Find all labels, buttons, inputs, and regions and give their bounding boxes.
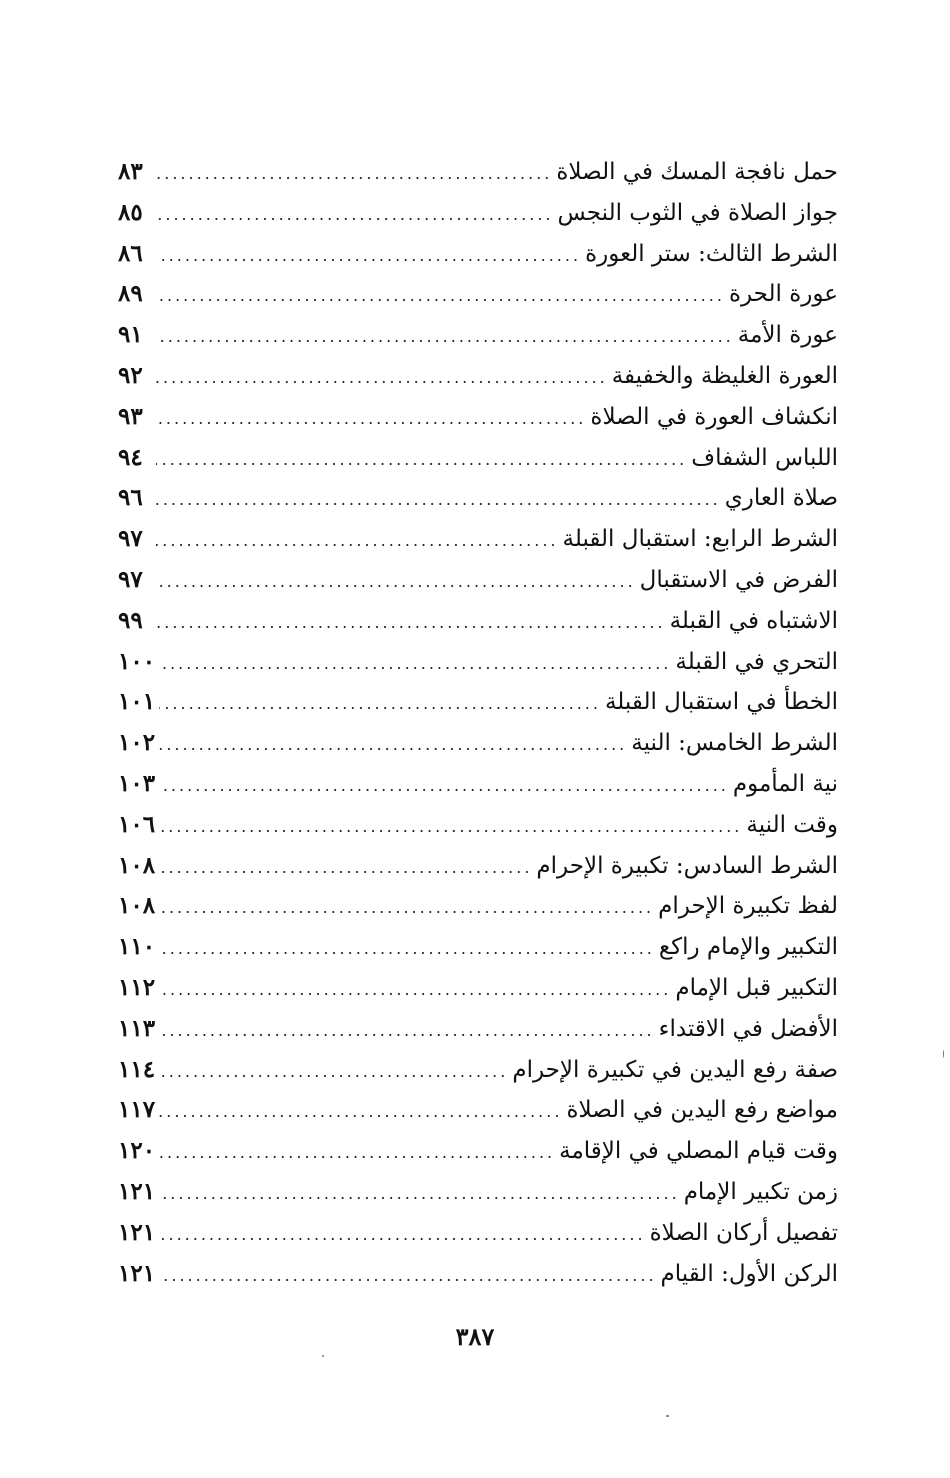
toc-entry-title: الشرط السادس: تكبيرة الإحرام [536,852,838,879]
toc-entry-title: التكبير قبل الإمام [675,974,838,1001]
table-of-contents [118,152,838,1294]
toc-entry-title: العورة الغليظة والخفيفة [611,362,838,389]
toc-entry-page: ١١٧ [118,1096,156,1124]
toc-leader-dots [156,480,721,521]
toc-leader-dots [159,1133,555,1174]
toc-entry-title: الشرط الخامس: النية [631,730,838,757]
toc-entry-page: ٨٥ [118,198,143,226]
toc-leader-dots [159,1092,562,1133]
toc-leader-dots [156,276,725,317]
toc-entry-title: انكشاف العورة في الصلاة [590,403,838,430]
toc-leader-dots [159,888,654,929]
toc-entry-page: ١٠١ [118,688,156,716]
toc-entry [118,438,838,479]
toc-entry [118,1172,838,1213]
toc-leader-dots [156,317,734,358]
toc-entry-title: عورة الأمة [737,322,838,349]
toc-entry [118,805,838,846]
toc-entry-page: ٩١ [118,321,143,349]
toc-entry [118,642,838,683]
toc-entry-page: ١١٠ [118,933,156,961]
toc-entry-page: ٩٤ [118,443,143,471]
toc-entry-page: ١٢١ [118,1218,156,1246]
toc-entry [118,1213,838,1254]
toc-entry [118,519,838,560]
toc-entry-title: الركن الأول: القيام [660,1260,838,1287]
scan-speck [666,1415,669,1417]
toc-leader-dots [159,1052,508,1093]
toc-leader-dots [159,725,627,766]
toc-entry-page: ١٢٠ [118,1137,156,1165]
toc-entry-title: التحري في القبلة [675,648,838,675]
toc-entry [118,356,838,397]
toc-leader-dots [159,848,532,889]
toc-entry-page: ١٠٨ [118,892,156,920]
toc-entry [118,560,838,601]
toc-entry [118,764,838,805]
toc-entry-page: ١٠٦ [118,810,156,838]
toc-leader-dots [159,1256,656,1297]
toc-entry-title: الشرط الرابع: استقبال القبلة [562,526,838,553]
toc-leader-dots [159,970,671,1011]
toc-entry [118,193,838,234]
scan-speck [943,1050,944,1058]
toc-leader-dots [159,1174,680,1215]
toc-entry-title: نية المأموم [732,770,838,797]
toc-leader-dots [159,929,655,970]
toc-entry-page: ١٠٨ [118,851,156,879]
toc-leader-dots [156,195,553,236]
toc-entry [118,478,838,519]
toc-entry [118,1254,838,1295]
toc-leader-dots [159,766,729,807]
toc-entry-title: تفصيل أركان الصلاة [649,1219,838,1246]
toc-leader-dots [159,1215,646,1256]
toc-entry-page: ٩٣ [118,402,143,430]
toc-entry-page: ٨٦ [118,239,143,267]
toc-entry [118,886,838,927]
toc-entry-page: ١١٤ [118,1055,156,1083]
toc-leader-dots [159,644,671,685]
toc-entry [118,397,838,438]
toc-entry-page: ١٠٠ [118,647,156,675]
toc-entry [118,927,838,968]
toc-entry [118,315,838,356]
toc-entry-page: ١١٢ [118,973,156,1001]
toc-entry-page: ٩٩ [118,606,143,634]
toc-entry-page: ١٠٣ [118,769,156,797]
toc-leader-dots [156,358,608,399]
toc-entry-title: الخطأ في استقبال القبلة [604,689,838,716]
toc-entry-title: الاشتباه في القبلة [669,607,838,634]
toc-entry [118,846,838,887]
toc-leader-dots [156,236,581,277]
toc-entry-title: اللباس الشفاف [691,444,838,471]
toc-entry-title: صلاة العاري [724,485,838,512]
toc-leader-dots [159,807,742,848]
toc-leader-dots [159,1011,655,1052]
toc-entry [118,1050,838,1091]
toc-leader-dots [156,440,687,481]
toc-entry-title: صفة رفع اليدين في تكبيرة الإحرام [512,1056,838,1083]
toc-entry [118,723,838,764]
toc-entry [118,1090,838,1131]
toc-entry-title: حمل نافجة المسك في الصلاة [556,159,838,185]
toc-leader-dots [156,521,559,562]
toc-entry-title: جواز الصلاة في الثوب النجس [557,199,838,226]
toc-entry [118,1009,838,1050]
toc-leader-dots [156,562,636,603]
toc-entry-page: ١٢١ [118,1177,156,1205]
toc-entry-title: لفظ تكبيرة الإحرام [658,893,838,920]
toc-entry [118,968,838,1009]
toc-entry-title: عورة الحرة [728,281,838,308]
toc-entry-page: ٩٦ [118,484,143,512]
toc-entry-page: ٩٧ [118,565,143,593]
toc-entry-page: ١٠٢ [118,729,156,757]
toc-entry-page: ٩٧ [118,525,143,553]
toc-entry-page: ٨٩ [118,280,143,308]
toc-entry [118,234,838,275]
toc-entry-page: ١١٣ [118,1014,156,1042]
toc-entry-title: وقت النية [746,811,838,838]
toc-leader-dots [156,399,586,440]
scan-speck [322,1355,324,1357]
toc-leader-dots [156,154,552,195]
toc-leader-dots [156,603,666,644]
toc-entry [118,682,838,723]
toc-entry-title: الأفضل في الاقتداء [658,1015,838,1042]
toc-entry-title: زمن تكبير الإمام [683,1178,838,1205]
toc-entry-page: ١٢١ [118,1259,156,1287]
toc-entry-page: ٩٢ [118,361,143,389]
toc-entry [118,601,838,642]
toc-entry-title: الشرط الثالث: ستر العورة [585,240,838,267]
toc-entry [118,1131,838,1172]
toc-entry-title: التكبير والإمام راكع [658,934,838,961]
toc-entry [118,274,838,315]
toc-entry [118,152,838,193]
toc-entry-title: وقت قيام المصلي في الإقامة [559,1138,838,1165]
toc-entry-page: ٨٣ [118,158,143,185]
page-number: ٣٨٧ [455,1322,495,1351]
toc-leader-dots [159,684,601,725]
toc-entry-title: مواضع رفع اليدين في الصلاة [566,1097,838,1124]
toc-entry-title: الفرض في الاستقبال [639,566,838,593]
